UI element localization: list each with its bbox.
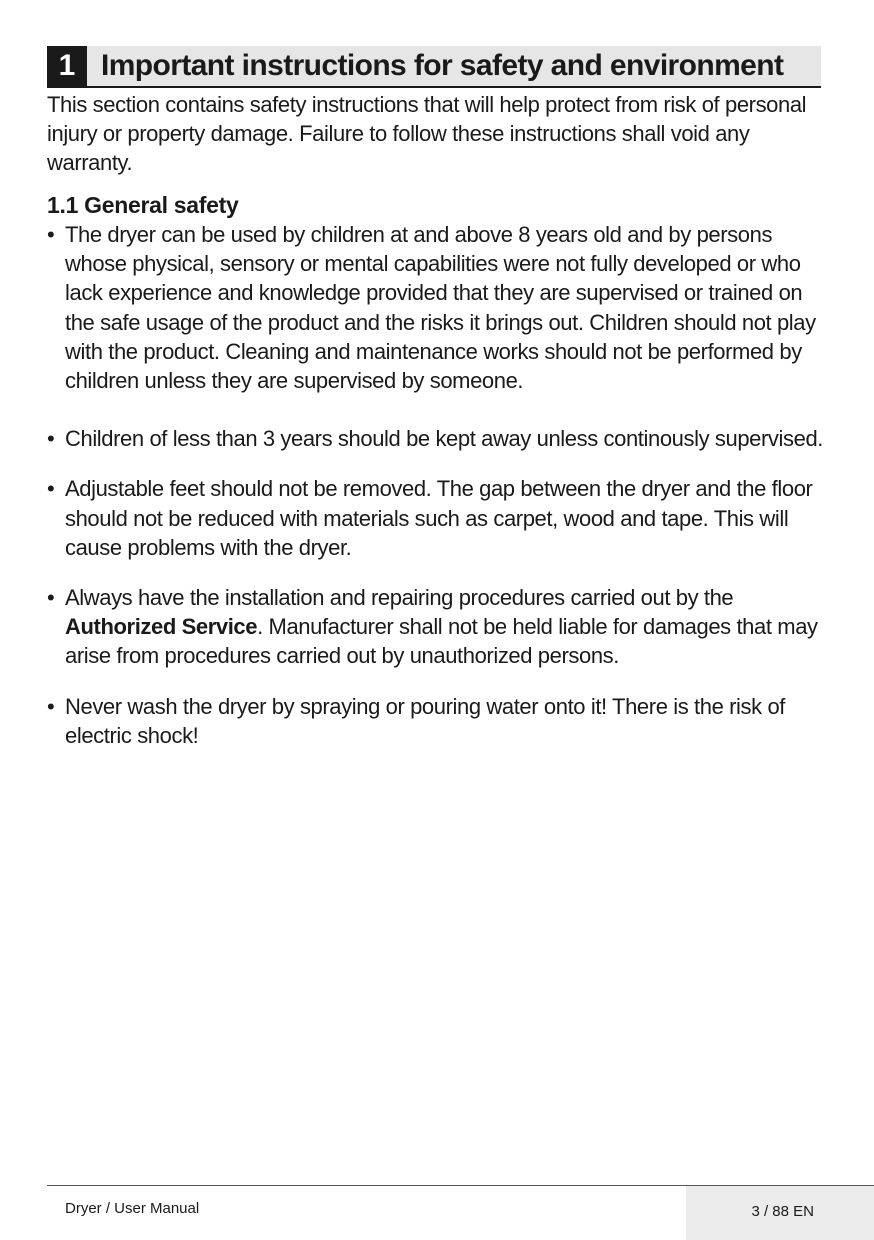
list-item xyxy=(47,424,827,453)
list-item xyxy=(47,220,827,395)
list-item-text-suffix: . Manufacturer shall not be held liable for damages that may arise from procedures carried out by unauthorized persons. xyxy=(65,614,818,669)
section-title: Important instructions for safety and environment xyxy=(101,49,784,82)
list-item-text: Never wash the dryer by spraying or pouring water onto it! There is the risk of electric shock! xyxy=(65,693,786,748)
bullet-icon: • xyxy=(47,693,55,719)
intro-paragraph: This section contains safety instructions that will help protect from risk of personal injury or property damage. Failure to follow these instructions shall void any warranty. xyxy=(47,92,807,175)
list-item-text: The dryer can be used by children at and above 8 years old and by persons whose physical, sensory or mental capabilities were not fully developed or who lack experience and knowledge provided that they are supervised or trained on the safe usage of the product and the risks it brings out. Children should not play with the product. Cleaning and maintenance works should not be performed by children unless they are supervised by someone. xyxy=(65,222,816,394)
bullet-icon: • xyxy=(47,222,55,247)
section-number: 1 xyxy=(47,46,87,86)
list-item-text: Adjustable feet should not be removed. The gap between the dryer and the floor should not be reduced with materials such as carpet, wood and tape. This will cause problems with the dryer. xyxy=(65,476,813,560)
list-item xyxy=(47,474,827,562)
bullet-icon: • xyxy=(47,426,55,452)
bullet-icon: • xyxy=(47,585,55,611)
list-item-text: Children of less than 3 years should be kept away unless continously supervised. xyxy=(65,426,824,452)
authorized-service-term: Authorized Service xyxy=(65,614,258,640)
page-number: 3 / 88 xyxy=(751,1203,789,1220)
list-item-text-prefix: Always have the installation and repairing procedures carried out by the xyxy=(65,585,734,611)
safety-list xyxy=(47,220,827,750)
footer-document-title: Dryer / User Manual xyxy=(65,1200,200,1217)
list-item xyxy=(47,692,827,750)
bullet-icon: • xyxy=(47,476,55,502)
footer-page-info xyxy=(751,1203,814,1220)
section-header xyxy=(47,46,821,88)
subsection-title: 1.1 General safety xyxy=(47,192,239,218)
manual-page xyxy=(47,46,827,750)
list-item xyxy=(47,583,827,671)
language-code: EN xyxy=(793,1203,814,1220)
